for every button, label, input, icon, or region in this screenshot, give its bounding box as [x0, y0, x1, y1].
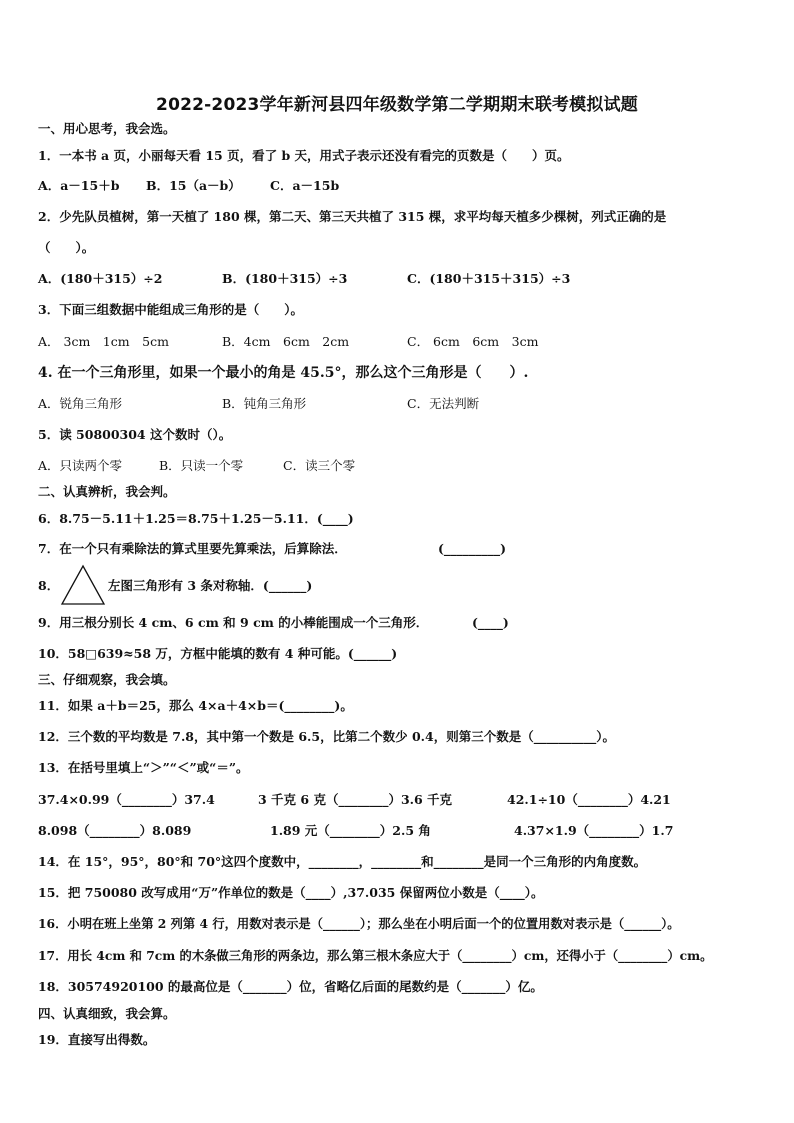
question-1: 1．一本书 a 页，小丽每天看 15 页，看了 b 天，用式子表示还没有看完的页数是（ ）页。: [38, 148, 570, 163]
q2-option-a: A．(180＋315）÷2: [38, 271, 163, 286]
question-2-line-1: 2．少先队员植树，第一天植了 180 棵，第二天、第三天共植了 315 棵，求平均每天植多少棵树，列式正确的是: [38, 209, 667, 224]
question-15: 15．把 750080 改写成用“万”作单位的数是（____）,37.035 保留两位小数是（____）。: [38, 885, 544, 900]
q13-item: 8.098（________）8.089: [38, 823, 192, 838]
section-1-heading: 一、用心思考，我会选。: [38, 121, 176, 136]
triangle-figure: [60, 564, 106, 606]
q5-option-b: B．只读一个零: [159, 458, 244, 473]
question-3: 3．下面三组数据中能组成三角形的是（ ）。: [38, 302, 303, 317]
q5-option-a: A．只读两个零: [38, 458, 123, 473]
question-7: 7．在一个只有乘除法的算式里要先算乘法，后算除法．: [38, 541, 347, 556]
question-6: 6．8.75－5.11＋1.25＝8.75＋1.25－5.11．(____): [38, 511, 354, 526]
section-4-heading: 四、认真细致，我会算。: [38, 1006, 176, 1021]
question-4: 4. 在一个三角形里，如果一个最小的角是 45.5°，那么这个三角形是（ ）.: [38, 365, 529, 381]
question-17: 17．用长 4cm 和 7cm 的木条做三角形的两条边，那么第三根木条应大于（________）cm，还得小于（________）cm。: [38, 948, 713, 963]
q13-item: 1.89 元（________）2.5 角: [270, 823, 431, 838]
q13-item: 37.4×0.99（________）37.4: [38, 792, 215, 807]
q5-option-c: C．读三个零: [283, 458, 356, 473]
question-11: 11．如果 a＋b＝25，那么 4×a＋4×b＝(________)。: [38, 698, 353, 713]
question-8-number: 8．: [38, 578, 60, 593]
q2-option-c: C．(180＋315＋315）÷3: [407, 271, 571, 286]
q13-item: 42.1÷10（________）4.21: [507, 792, 671, 807]
q1-option-c: C．a－15b: [270, 178, 340, 193]
question-12: 12．三个数的平均数是 7.8，其中第一个数是 6.5，比第二个数少 0.4，则第三个数是（__________）。: [38, 729, 615, 744]
q3-option-c: C． 6cm 6cm 3cm: [407, 334, 539, 349]
q4-option-c: C．无法判断: [407, 396, 480, 411]
q2-option-b: B．(180＋315）÷3: [222, 271, 348, 286]
q13-item: 3 千克 6 克（________）3.6 千克: [258, 792, 453, 807]
question-13: 13．在括号里填上“＞”“＜”或“＝”。: [38, 760, 249, 775]
question-19: 19．直接写出得数。: [38, 1032, 156, 1047]
question-10: 10．58□639≈58 万，方框中能填的数有 4 种可能。(______): [38, 646, 398, 661]
section-2-heading: 二、认真辨析，我会判。: [38, 484, 176, 499]
q4-option-b: B．钝角三角形: [222, 396, 307, 411]
q4-option-a: A．锐角三角形: [38, 396, 123, 411]
question-7-blank: (_________): [438, 541, 507, 556]
question-5: 5．读 50800304 这个数时（）。: [38, 427, 232, 442]
section-3-heading: 三、仔细观察，我会填。: [38, 672, 176, 687]
page-title: 2022-2023学年新河县四年级数学第二学期期末联考模拟试题: [156, 95, 638, 115]
question-18: 18．30574920100 的最高位是（_______）位，省略亿后面的尾数约是（_______）亿。: [38, 979, 543, 994]
q3-option-b: B．4cm 6cm 2cm: [222, 334, 350, 349]
q3-option-a: A． 3cm 1cm 5cm: [38, 334, 169, 349]
question-16: 16．小明在班上坐第 2 列第 4 行，用数对表示是（______）；那么坐在小明后面一个的位置用数对表示是（______）。: [38, 916, 680, 931]
q1-option-b: B．15（a－b）: [146, 178, 241, 193]
q1-option-a: A．a－15＋b: [38, 178, 120, 193]
question-9-blank: (____): [472, 615, 509, 630]
question-8: 左图三角形有 3 条对称轴．(______): [108, 578, 313, 593]
question-9: 9．用三根分别长 4 cm、6 cm 和 9 cm 的小棒能围成一个三角形．: [38, 615, 429, 630]
question-2-line-2: （ ）。: [38, 240, 95, 255]
question-14: 14．在 15°，95°，80°和 70°这四个度数中，________，________和________是同一个三角形的内角度数。: [38, 854, 647, 869]
q13-item: 4.37×1.9（________）1.7: [514, 823, 674, 838]
